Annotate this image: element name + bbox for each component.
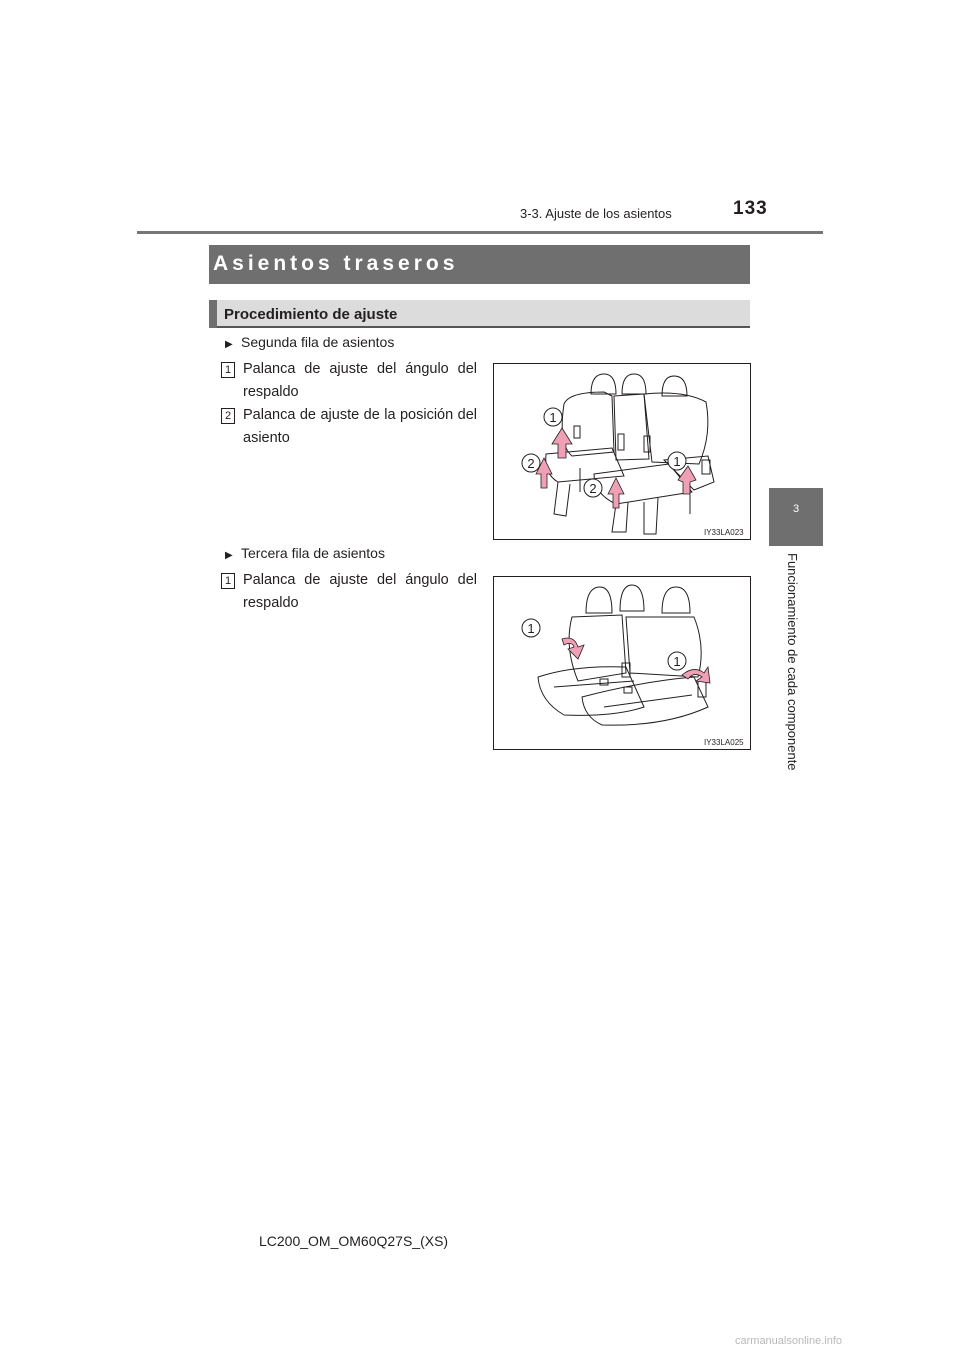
callout-label: 1: [527, 621, 535, 636]
bullet-second-row: [225, 334, 394, 350]
callout-label: 1: [673, 654, 681, 669]
third-row-seats-figure: [493, 576, 751, 750]
bullet-third-row: [225, 545, 385, 561]
callout-label: 1: [549, 410, 557, 425]
page-number: 133: [733, 198, 768, 219]
item-number-badge: 1: [221, 362, 235, 378]
callout-label: 2: [589, 481, 597, 496]
bullet-text: Segunda fila de asientos: [241, 334, 395, 350]
item-number-badge: 1: [221, 573, 235, 589]
figure-code: IY33LA025: [704, 738, 744, 747]
callout-label: 1: [673, 454, 681, 469]
item-number-badge: 2: [221, 408, 235, 424]
third-row-seats-illustration: [494, 577, 750, 749]
bullet-text: Tercera fila de asientos: [241, 545, 385, 561]
header-rule: [137, 231, 823, 234]
side-tab-number: 3: [792, 503, 800, 515]
side-tab: [769, 488, 823, 546]
second-row-seats-figure: [493, 363, 751, 540]
item-description: Palanca de ajuste del ángulo del respaldo: [243, 572, 477, 611]
footer-document-code: LC200_OM_OM60Q27S_(XS): [259, 1233, 449, 1249]
watermark: carmanualsonline.info: [735, 1335, 843, 1347]
header-section-title: 3-3. Ajuste de los asientos: [520, 206, 672, 221]
side-tab-label: Funcionamiento de cada componente: [785, 553, 800, 771]
item-description: Palanca de ajuste del ángulo del respaldo: [243, 361, 477, 400]
item-description: Palanca de ajuste de la posición del asiento: [243, 407, 477, 446]
section-title: Asientos traseros: [213, 252, 459, 275]
triangle-bullet-icon: ▶: [225, 339, 233, 350]
triangle-bullet-icon: ▶: [225, 550, 233, 561]
subsection-heading-accent: [209, 300, 217, 328]
second-row-seats-illustration: [494, 364, 750, 539]
figure-code: IY33LA023: [704, 528, 744, 537]
callout-label: 2: [527, 456, 535, 471]
subsection-title: Procedimiento de ajuste: [224, 306, 398, 323]
